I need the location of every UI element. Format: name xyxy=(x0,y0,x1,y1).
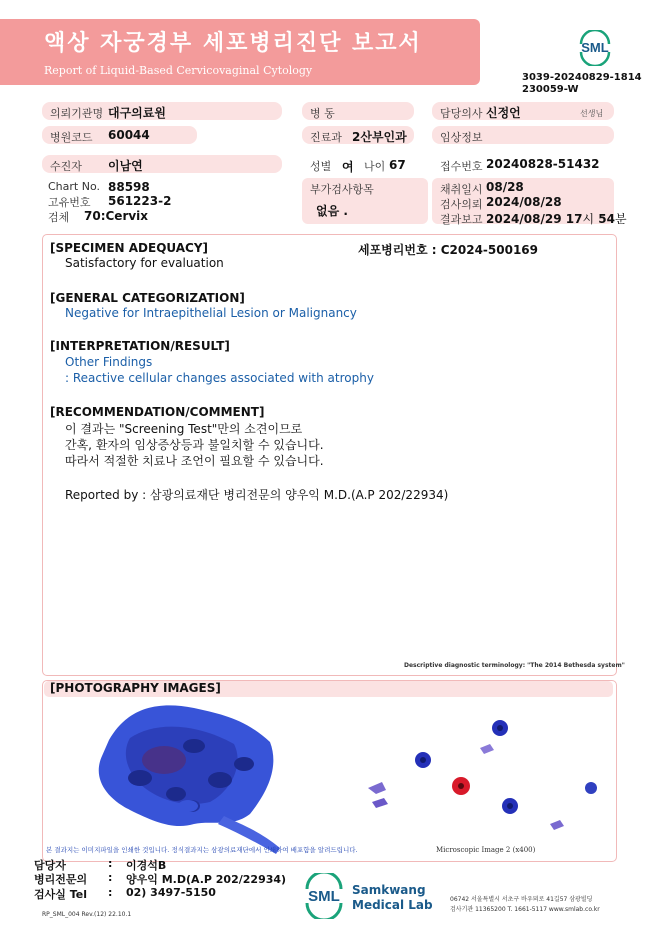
adequacy-text: Satisfactory for evaluation xyxy=(65,256,224,270)
pathology-number: 세포병리번호 : C2024-500169 xyxy=(358,243,539,257)
chart-no-label: Chart No. xyxy=(48,180,100,193)
staff-label: 담당자 xyxy=(34,859,66,872)
unique-no-label: 고유번호 xyxy=(48,196,91,209)
category-text: Negative for Intraepithelial Lesion or Malignancy xyxy=(65,306,357,320)
department-value: 2산부인과 xyxy=(352,130,407,144)
comment-line-1: 이 결과는 "Screening Test"만의 소견이므로 xyxy=(65,422,303,436)
patient-label: 수진자 xyxy=(50,160,82,173)
lab-tel-colon: : xyxy=(108,886,113,899)
terminology-note: Descriptive diagnostic terminology: "The 2014 Bethesda system" xyxy=(404,662,625,669)
interpretation-heading: [INTERPRETATION/RESULT] xyxy=(50,339,230,353)
comment-line-3: 따라서 적절한 치료나 조언이 필요할 수 있습니다. xyxy=(65,454,324,468)
lab-tel-label: 검사실 Tel xyxy=(34,888,87,901)
request-date-label: 검사의뢰 xyxy=(440,198,483,211)
lab-tel-value: 02) 3497-5150 xyxy=(126,886,216,899)
report-date-value: 2024/08/29 17시 54분 xyxy=(486,212,627,226)
report-date-label: 결과보고 xyxy=(440,213,483,226)
unique-no-value: 561223-2 xyxy=(108,194,172,208)
comment-line-2: 간혹, 환자의 임상증상등과 불일치할 수 있습니다. xyxy=(65,438,324,452)
extra-test-value: 없음 . xyxy=(316,204,348,218)
age-label: 나이 xyxy=(364,160,386,173)
sml-logo-icon xyxy=(575,30,615,66)
clinical-info-label: 임상정보 xyxy=(440,131,483,144)
sex-label: 성별 xyxy=(310,160,332,173)
microscopic-image-2 xyxy=(330,698,613,858)
report-title: 액상 자궁경부 세포병리진단 보고서 xyxy=(44,31,422,56)
receipt-no-value: 20240828-51432 xyxy=(486,157,600,171)
company-name-2: Medical Lab xyxy=(352,898,433,912)
sex-value: 여 xyxy=(342,160,354,174)
receipt-no-label: 접수번호 xyxy=(440,160,483,173)
interpretation-line-2: : Reactive cellular changes associated with atrophy xyxy=(65,371,374,385)
collect-date-value: 08/28 xyxy=(486,180,524,194)
pathologist-colon: : xyxy=(108,871,113,884)
interpretation-line-1: Other Findings xyxy=(65,355,153,369)
specimen-value: 70:Cervix xyxy=(84,209,149,223)
company-logo-text: SML xyxy=(308,888,340,905)
doctor-label: 담당의사 xyxy=(440,107,483,120)
microscopic-image-1 xyxy=(44,698,326,858)
ward-label: 병 동 xyxy=(310,107,335,120)
extra-test-label: 부가검사항목 xyxy=(310,183,374,196)
document-id: 3039-20240829-1814 230059-W xyxy=(522,72,642,95)
chart-no-value: 88598 xyxy=(108,180,150,194)
request-date-value: 2024/08/28 xyxy=(486,195,562,209)
collect-date-label: 채취일시 xyxy=(440,183,483,196)
pathologist-value: 양우익 M.D(A.P 202/22934) xyxy=(126,873,287,886)
form-code: RP_SML_004 Rev.(12) 22.10.1 xyxy=(42,911,132,918)
staff-colon: : xyxy=(108,857,113,870)
company-logo-icon xyxy=(302,873,346,919)
photo-heading: [PHOTOGRAPHY IMAGES] xyxy=(50,681,221,695)
hospital-code-label: 병원코드 xyxy=(50,131,93,144)
report-subtitle: Report of Liquid-Based Cervicovaginal Cytology xyxy=(44,64,313,77)
address-line-2: 검사기관 11365200 T. 1661-5117 www.smlab.co.kr xyxy=(450,906,600,913)
institution-value: 대구의료원 xyxy=(108,106,166,120)
category-heading: [GENERAL CATEGORIZATION] xyxy=(50,291,245,305)
doctor-suffix: 선생님 xyxy=(580,109,604,118)
reported-by: Reported by : 삼광의료재단 병리전문의 양우익 M.D.(A.P 202/22934) xyxy=(65,488,449,502)
age-value: 67 xyxy=(389,158,406,172)
specimen-label: 검체 xyxy=(48,211,70,224)
adequacy-heading: [SPECIMEN ADEQUACY] xyxy=(50,241,209,255)
patient-value: 이남연 xyxy=(108,159,143,173)
pathologist-label: 병리전문의 xyxy=(34,873,88,886)
staff-value: 이경석B xyxy=(126,859,167,872)
sml-logo-text: SML xyxy=(581,40,609,55)
hospital-code-value: 60044 xyxy=(108,128,150,142)
print-notice: 본 결과지는 이미지파일을 인쇄한 것입니다. 정식결과지는 삼광의료재단에서 인쇄하여 배포함을 알려드립니다. xyxy=(46,846,358,854)
company-name-1: Samkwang xyxy=(352,883,426,897)
doctor-value: 신정언 xyxy=(486,106,521,120)
institution-label: 의뢰기관명 xyxy=(50,107,104,120)
image-2-caption: Microscopic Image 2 (x400) xyxy=(436,846,536,854)
department-label: 진료과 xyxy=(310,131,342,144)
comment-heading: [RECOMMENDATION/COMMENT] xyxy=(50,405,265,419)
address-line-1: 06742 서울특별시 서초구 바우뫼로 41길57 삼광빌딩 xyxy=(450,896,593,903)
